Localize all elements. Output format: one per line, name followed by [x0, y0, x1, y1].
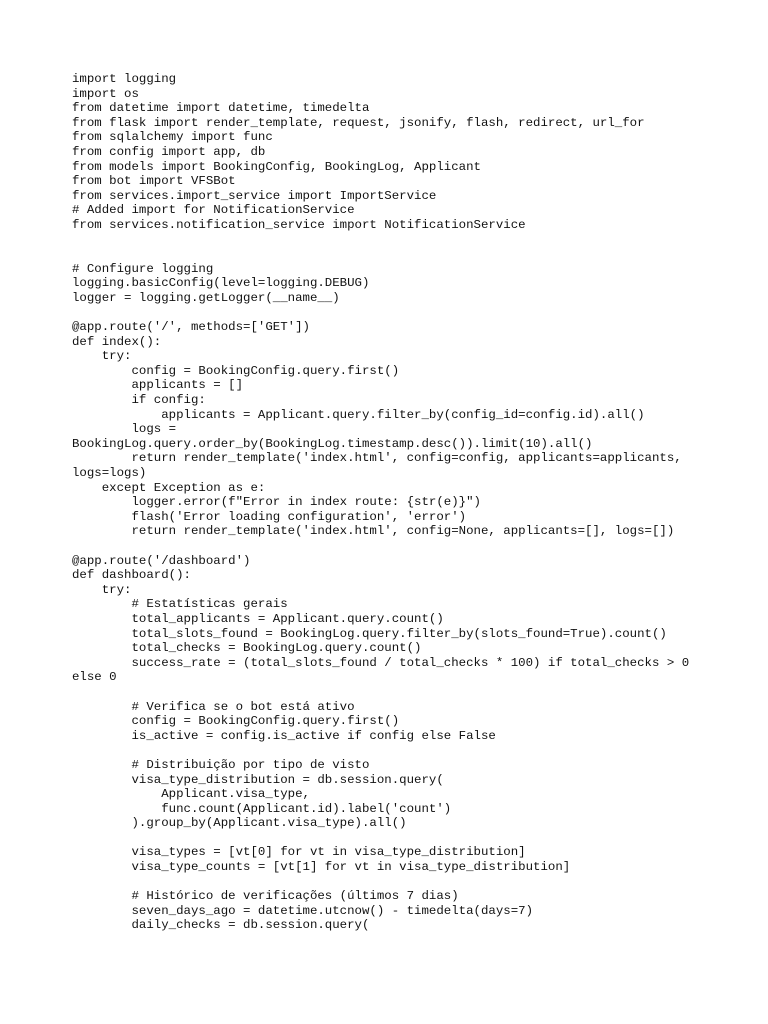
code-line: if config:	[72, 393, 206, 408]
code-line: import logging	[72, 72, 177, 86]
code-line: # Estatísticas gerais	[72, 597, 288, 612]
code-line	[72, 831, 722, 846]
code-line: seven_days_ago = datetime.utcnow() - timedelta(days=7)	[72, 903, 534, 918]
code-line: visa_type_counts = [vt[1] for vt in visa_type_distribution]	[72, 860, 571, 875]
code-line: from bot import VFSBot	[72, 174, 236, 189]
code-line	[72, 875, 722, 890]
code-line: from services.import_service import ImportService	[72, 188, 437, 203]
code-block	[72, 72, 722, 933]
code-line: except Exception as e:	[72, 480, 266, 495]
code-line: config = BookingConfig.query.first()	[72, 714, 400, 729]
code-line: func.count(Applicant.id).label('count')	[72, 801, 452, 816]
code-line	[72, 743, 722, 758]
code-line: logs=logs)	[72, 466, 147, 481]
code-line	[72, 539, 722, 554]
code-line	[72, 306, 722, 321]
code-line: # Distribuição por tipo de visto	[72, 757, 370, 772]
code-line: # Verifica se o bot está ativo	[72, 699, 355, 714]
code-line: visa_type_distribution = db.session.query(	[72, 772, 444, 787]
code-line: # Configure logging	[72, 261, 214, 276]
code-line: return render_template('index.html', config=config, applicants=applicants,	[72, 451, 682, 466]
code-line: Applicant.visa_type,	[72, 787, 310, 802]
code-line	[72, 685, 722, 700]
code-line: from sqlalchemy import func	[72, 130, 273, 145]
code-line: from services.notification_service import NotificationService	[72, 217, 526, 232]
code-line: success_rate = (total_slots_found / total_checks * 100) if total_checks > 0	[72, 655, 690, 670]
code-line: total_checks = BookingLog.query.count()	[72, 641, 422, 656]
code-line: ).group_by(Applicant.visa_type).all()	[72, 816, 407, 831]
code-line: logger.error(f"Error in index route: {str(e)}")	[72, 495, 481, 510]
code-line: try:	[72, 582, 132, 597]
code-line: logger = logging.getLogger(__name__)	[72, 290, 340, 305]
code-line	[72, 247, 722, 262]
code-line: return render_template('index.html', config=None, applicants=[], logs=[])	[72, 524, 675, 539]
code-line: applicants = []	[72, 378, 244, 393]
code-line: visa_types = [vt[0] for vt in visa_type_distribution]	[72, 845, 526, 860]
code-line: else 0	[72, 670, 117, 685]
code-line	[72, 233, 722, 248]
code-line: from config import app, db	[72, 144, 266, 159]
code-line: from datetime import datetime, timedelta	[72, 101, 370, 116]
code-line: # Added import for NotificationService	[72, 203, 355, 218]
code-line: total_applicants = Applicant.query.count()	[72, 611, 444, 626]
code-line: from flask import render_template, request, jsonify, flash, redirect, url_for	[72, 115, 645, 130]
code-line: applicants = Applicant.query.filter_by(config_id=config.id).all()	[72, 407, 645, 422]
code-line: @app.route('/dashboard')	[72, 553, 251, 568]
code-line: logging.basicConfig(level=logging.DEBUG)	[72, 276, 370, 291]
code-line: # Histórico de verificações (últimos 7 dias)	[72, 889, 459, 904]
code-line: flash('Error loading configuration', 'error')	[72, 509, 467, 524]
code-line: config = BookingConfig.query.first()	[72, 363, 400, 378]
code-line: def index():	[72, 334, 162, 349]
code-line: import os	[72, 86, 139, 101]
code-line: def dashboard():	[72, 568, 191, 583]
code-line: daily_checks = db.session.query(	[72, 918, 370, 933]
code-line: is_active = config.is_active if config else False	[72, 728, 496, 743]
code-line: from models import BookingConfig, BookingLog, Applicant	[72, 159, 481, 174]
code-line: total_slots_found = BookingLog.query.filter_by(slots_found=True).count()	[72, 626, 667, 641]
code-line: BookingLog.query.order_by(BookingLog.timestamp.desc()).limit(10).all()	[72, 436, 593, 451]
code-line: try:	[72, 349, 132, 364]
code-line: @app.route('/', methods=['GET'])	[72, 320, 310, 335]
code-line: logs =	[72, 422, 177, 437]
